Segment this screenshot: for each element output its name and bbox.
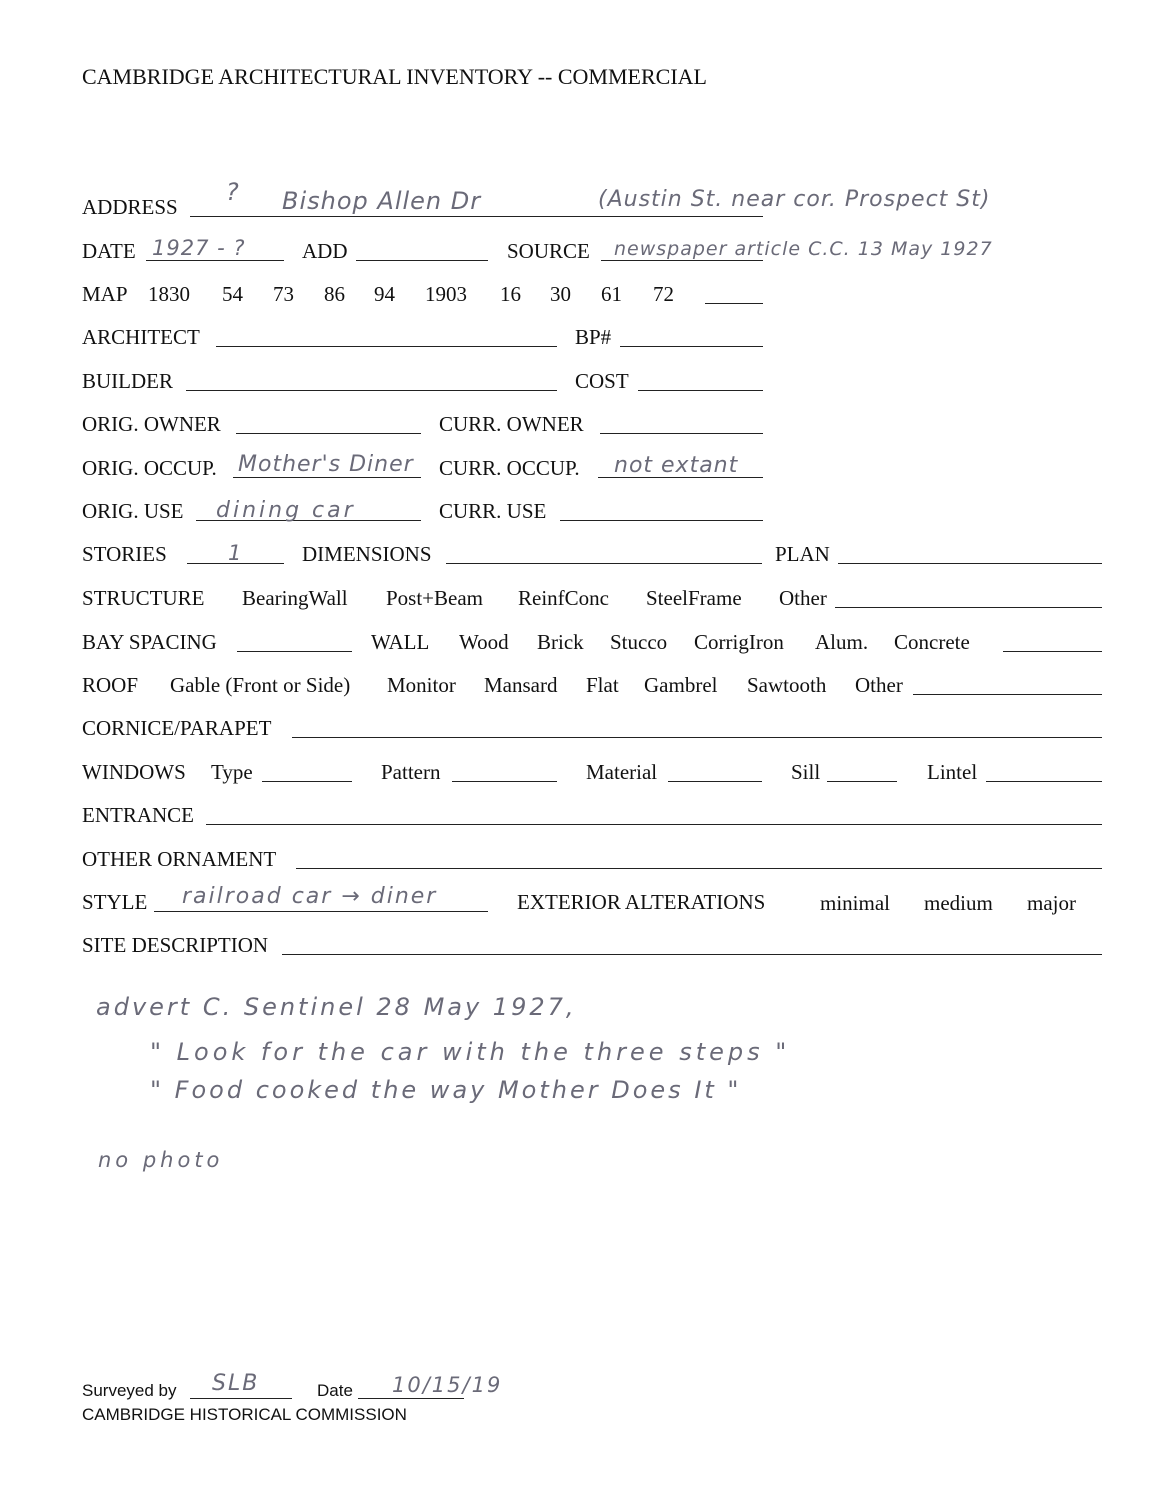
roof-option[interactable]: Monitor — [387, 673, 456, 697]
structure-option[interactable]: Other — [779, 586, 827, 610]
map-year[interactable]: 72 — [653, 282, 674, 306]
cornice-label: CORNICE/PARAPET — [82, 716, 272, 740]
address-label: ADDRESS — [82, 195, 178, 219]
curr-occup-value: not extant — [614, 453, 739, 478]
orig-use-value: dining car — [216, 498, 356, 523]
address-note: (Austin St. near cor. Prospect St) — [598, 187, 991, 212]
orig-occup-label: ORIG. OCCUP. — [82, 456, 217, 480]
wall-option[interactable]: Brick — [537, 630, 584, 654]
map-year[interactable]: 61 — [601, 282, 622, 306]
windows-pattern-line[interactable] — [452, 781, 557, 782]
structure-label: STRUCTURE — [82, 586, 205, 610]
roof-option[interactable]: Mansard — [484, 673, 558, 697]
note-line-1: advert C. Sentinel 28 May 1927, — [96, 993, 577, 1021]
note-line-3: " Food cooked the way Mother Does It " — [150, 1076, 742, 1104]
builder-label: BUILDER — [82, 369, 173, 393]
style-value: railroad car → diner — [182, 884, 438, 909]
wall-option[interactable]: Alum. — [815, 630, 869, 654]
surveyed-by-label: Surveyed by — [82, 1381, 177, 1400]
structure-option[interactable]: ReinfConc — [518, 586, 609, 610]
roof-option[interactable]: Gable (Front or Side) — [170, 673, 351, 697]
ornament-label: OTHER ORNAMENT — [82, 847, 277, 871]
address-street: Bishop Allen Dr — [282, 187, 482, 215]
orig-occup-value: Mother's Diner — [238, 452, 414, 477]
ext-alt-option[interactable]: minimal — [820, 891, 890, 915]
ext-alt-option[interactable]: major — [1027, 891, 1076, 915]
roof-option[interactable]: Flat — [586, 673, 619, 697]
dimensions-label: DIMENSIONS — [302, 542, 432, 566]
site-description-label: SITE DESCRIPTION — [82, 933, 269, 957]
footer-date-label: Date — [317, 1381, 353, 1400]
map-year[interactable]: 94 — [374, 282, 395, 306]
structure-option[interactable]: BearingWall — [242, 586, 348, 610]
windows-pattern-label: Pattern — [381, 760, 441, 784]
windows-lintel-label: Lintel — [927, 760, 978, 784]
wall-other-line[interactable] — [1003, 651, 1102, 652]
builder-line[interactable] — [186, 390, 557, 391]
wall-label: WALL — [371, 630, 430, 654]
address-line[interactable] — [190, 216, 763, 217]
surveyed-by-value: SLB — [212, 1371, 260, 1396]
roof-option[interactable]: Other — [855, 673, 903, 697]
plan-line[interactable] — [838, 563, 1102, 564]
bay-spacing-line[interactable] — [237, 651, 352, 652]
windows-lintel-line[interactable] — [986, 781, 1102, 782]
curr-use-label: CURR. USE — [439, 499, 547, 523]
cost-line[interactable] — [638, 390, 763, 391]
map-year[interactable]: 1903 — [425, 282, 467, 306]
cost-label: COST — [575, 369, 629, 393]
structure-option[interactable]: Post+Beam — [386, 586, 484, 610]
curr-owner-label: CURR. OWNER — [439, 412, 584, 436]
bay-spacing-label: BAY SPACING — [82, 630, 217, 654]
windows-sill-line[interactable] — [827, 781, 897, 782]
ornament-line[interactable] — [296, 868, 1102, 869]
curr-use-line[interactable] — [560, 520, 763, 521]
roof-label: ROOF — [82, 673, 139, 697]
cornice-line[interactable] — [292, 737, 1102, 738]
map-year[interactable]: 54 — [222, 282, 243, 306]
note-line-2: " Look for the car with the three steps " — [150, 1038, 791, 1066]
bp-label: BP# — [575, 325, 612, 349]
note-no-photo: no photo — [98, 1148, 224, 1172]
dimensions-line[interactable] — [446, 563, 762, 564]
architect-label: ARCHITECT — [82, 325, 200, 349]
wall-option[interactable]: Stucco — [610, 630, 668, 654]
date-value: 1927 - ? — [152, 236, 246, 260]
site-description-line[interactable] — [282, 954, 1102, 955]
curr-occup-label: CURR. OCCUP. — [439, 456, 580, 480]
style-line[interactable] — [154, 911, 488, 912]
footer-date-value: 10/15/19 — [392, 1373, 503, 1397]
roof-option[interactable]: Gambrel — [644, 673, 718, 697]
structure-option[interactable]: SteelFrame — [646, 586, 742, 610]
footer-date-line[interactable] — [358, 1398, 464, 1399]
bp-line[interactable] — [620, 346, 763, 347]
windows-material-label: Material — [586, 760, 658, 784]
windows-sill-label: Sill — [791, 760, 821, 784]
roof-option[interactable]: Sawtooth — [747, 673, 827, 697]
orig-use-label: ORIG. USE — [82, 499, 184, 523]
add-label: ADD — [302, 239, 348, 263]
windows-type-label: Type — [211, 760, 253, 784]
stories-value: 1 — [228, 541, 243, 565]
map-year[interactable]: 73 — [273, 282, 294, 306]
architect-line[interactable] — [216, 346, 557, 347]
wall-option[interactable]: Concrete — [894, 630, 970, 654]
orig-occup-line[interactable] — [233, 477, 421, 478]
map-label: MAP — [82, 282, 128, 306]
ext-alt-label: EXTERIOR ALTERATIONS — [517, 890, 766, 914]
style-label: STYLE — [82, 890, 148, 914]
curr-owner-line[interactable] — [600, 433, 763, 434]
address-number: ? — [226, 178, 240, 206]
roof-other-line[interactable] — [913, 694, 1102, 695]
windows-label: WINDOWS — [82, 760, 186, 784]
windows-material-line[interactable] — [668, 781, 762, 782]
date-label: DATE — [82, 239, 136, 263]
source-line[interactable] — [601, 260, 763, 261]
map-year[interactable]: 30 — [550, 282, 571, 306]
map-year[interactable]: 86 — [324, 282, 345, 306]
source-label: SOURCE — [507, 239, 590, 263]
wall-option[interactable]: Wood — [459, 630, 509, 654]
map-year[interactable]: 1830 — [148, 282, 190, 306]
entrance-line[interactable] — [206, 824, 1102, 825]
map-year[interactable]: 16 — [500, 282, 521, 306]
structure-other-line[interactable] — [835, 607, 1102, 608]
organization-name: CAMBRIDGE HISTORICAL COMMISSION — [82, 1405, 407, 1424]
add-line[interactable] — [356, 260, 488, 261]
windows-type-line[interactable] — [262, 781, 352, 782]
ext-alt-option[interactable]: medium — [924, 891, 993, 915]
map-other-line[interactable] — [705, 303, 763, 304]
date-line[interactable] — [146, 260, 284, 261]
entrance-label: ENTRANCE — [82, 803, 194, 827]
surveyed-by-line[interactable] — [190, 1398, 292, 1399]
orig-owner-label: ORIG. OWNER — [82, 412, 221, 436]
form-title: CAMBRIDGE ARCHITECTURAL INVENTORY -- COMMERCIAL — [82, 64, 707, 89]
wall-option[interactable]: CorrigIron — [694, 630, 784, 654]
orig-owner-line[interactable] — [236, 433, 421, 434]
source-value: newspaper article C.C. 13 May 1927 — [614, 238, 993, 260]
plan-label: PLAN — [775, 542, 830, 566]
stories-label: STORIES — [82, 542, 167, 566]
